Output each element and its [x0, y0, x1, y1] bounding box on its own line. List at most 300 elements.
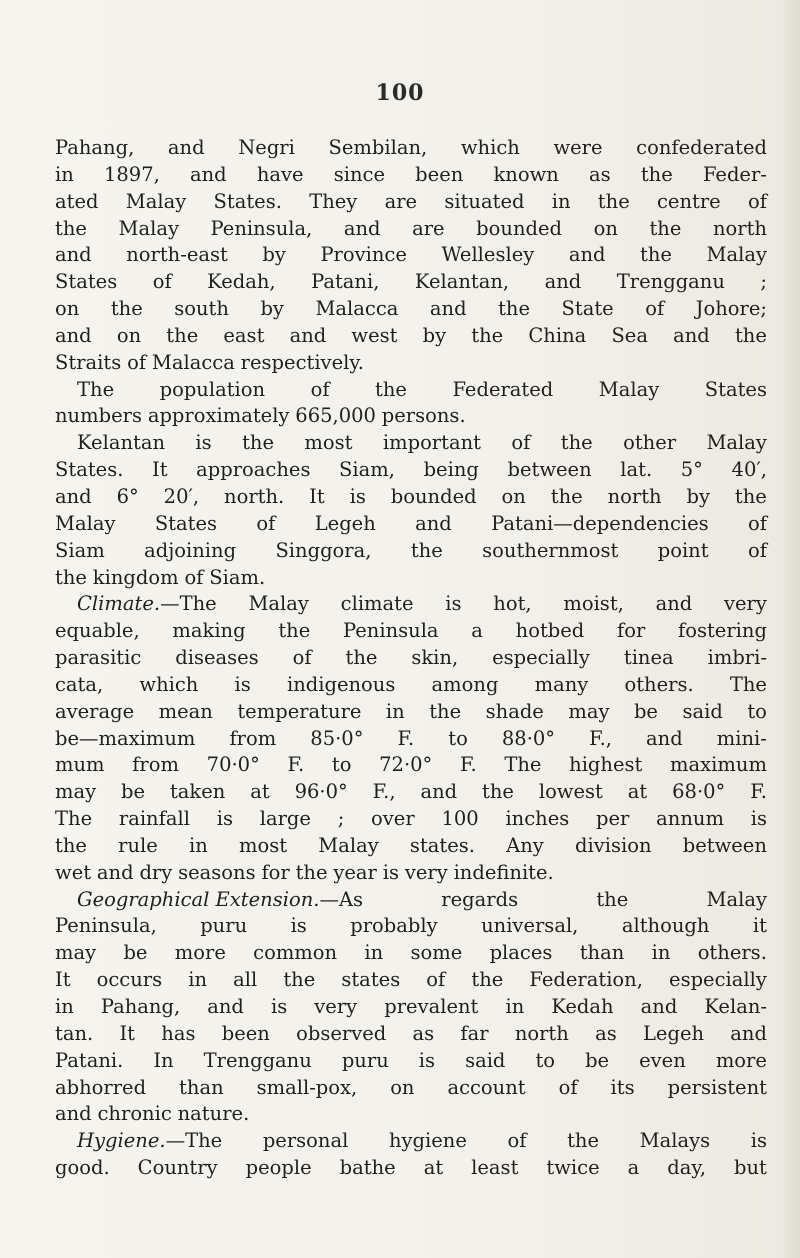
line-word: of	[310, 377, 330, 401]
line-word: hot,	[493, 592, 532, 616]
line-word: in	[505, 995, 525, 1018]
line-word: Climate.—The	[77, 592, 217, 616]
line-word: cata,	[55, 672, 104, 696]
line-word: 72·0°	[379, 753, 433, 777]
line-word: the	[734, 323, 767, 347]
body-text	[55, 135, 767, 1182]
line-word: lat.	[620, 458, 653, 482]
line-word: observed	[296, 1021, 387, 1045]
line-word: the	[550, 484, 583, 508]
line-word: Peninsula,	[210, 216, 313, 240]
line-word: and	[207, 995, 244, 1018]
line-word: of	[152, 270, 172, 294]
line-word: at	[423, 1156, 444, 1180]
line-word: and	[55, 323, 92, 347]
line-word: over	[371, 807, 415, 831]
line-word: north	[514, 1021, 569, 1045]
line-word: Kelantan	[77, 431, 166, 455]
line-word: and	[55, 243, 92, 267]
line-word: between	[507, 458, 592, 482]
text-line	[55, 162, 767, 189]
line-word: 20′,	[163, 484, 200, 508]
line-word: least	[471, 1156, 519, 1180]
line-word: and	[189, 162, 227, 186]
line-word: States	[704, 377, 767, 401]
line-word: especially	[492, 646, 590, 670]
line-word: the	[55, 833, 87, 857]
line-word: east	[223, 323, 265, 347]
line-word: lowest	[538, 780, 603, 804]
line-word: known	[493, 162, 559, 186]
line-word: F.	[287, 753, 305, 777]
line-word: Peninsula	[342, 619, 439, 643]
line-word: by	[262, 243, 286, 267]
line-word: equable,	[55, 619, 140, 643]
line-word: It	[119, 1021, 136, 1045]
line-word: annum	[656, 807, 724, 831]
line-word: the	[471, 323, 504, 347]
line-word: very	[404, 860, 448, 884]
line-word: Malay	[125, 189, 187, 213]
line-word: many	[534, 672, 589, 696]
line-word: from	[132, 753, 179, 777]
line-word: Malay	[706, 431, 767, 455]
line-word: more	[715, 1048, 767, 1072]
line-word: ated	[55, 189, 99, 213]
line-word: Legeh	[642, 1021, 705, 1045]
text-line	[55, 672, 767, 699]
line-word: per	[596, 807, 630, 831]
line-word: Province	[320, 243, 407, 267]
line-word: bounded	[390, 484, 477, 508]
line-word: the	[567, 1129, 599, 1153]
line-word: and	[96, 860, 134, 884]
line-word: Wellesley	[441, 243, 535, 267]
line-word: all	[233, 968, 258, 992]
line-word: the	[242, 431, 274, 455]
line-word: chronic	[97, 1102, 172, 1126]
line-word: imbri-	[707, 646, 767, 670]
line-word: be	[123, 941, 148, 965]
line-word: the	[345, 646, 378, 670]
text-line	[55, 565, 767, 592]
line-word: of	[426, 968, 446, 992]
line-word: occurs	[96, 968, 163, 992]
line-word: but	[734, 1156, 767, 1180]
line-word: most	[238, 833, 288, 857]
text-line	[55, 135, 767, 162]
line-word: in	[651, 941, 671, 965]
line-word: Malay	[55, 511, 116, 535]
line-word: the	[560, 431, 593, 455]
line-word: F.,	[372, 780, 396, 804]
line-word: rainfall	[118, 807, 190, 831]
line-word: wet	[55, 860, 92, 884]
line-word: Trengganu	[616, 270, 725, 294]
line-word: making	[172, 619, 246, 643]
section-heading: Hygiene.	[77, 1129, 166, 1153]
line-word: since	[333, 162, 385, 186]
line-word: have	[256, 162, 304, 186]
line-word: be	[121, 780, 146, 804]
line-word: is	[418, 1048, 436, 1072]
line-word: States	[55, 270, 118, 294]
line-word: of	[645, 297, 665, 321]
line-word: kingdom	[92, 565, 179, 589]
line-word: very	[724, 592, 767, 616]
line-word: taken	[169, 780, 226, 804]
line-word: of	[292, 646, 312, 670]
line-word: 665,000	[295, 404, 376, 428]
line-word: of	[256, 511, 276, 535]
line-word: approximately	[147, 404, 290, 428]
text-line	[55, 1075, 767, 1102]
line-word: is	[290, 914, 307, 938]
line-word: diseases	[175, 646, 259, 670]
line-word: west	[351, 323, 398, 347]
line-word: large	[259, 807, 311, 831]
line-word: The	[55, 807, 93, 831]
line-word: Singgora,	[275, 538, 372, 562]
line-word: and	[167, 136, 205, 159]
line-word: from	[229, 726, 277, 750]
line-word: climate	[340, 592, 414, 616]
line-word: were	[553, 136, 603, 159]
line-word: Patani,	[311, 270, 380, 294]
line-word: 40′,	[731, 458, 767, 482]
line-word: at	[627, 780, 648, 804]
text-line	[55, 779, 767, 806]
line-word: Pahang,	[55, 136, 135, 159]
line-word: Malay	[118, 216, 179, 240]
line-word: Kedah,	[207, 270, 276, 294]
line-word: others.	[624, 672, 694, 696]
line-word: in	[55, 995, 74, 1018]
line-word: bathe	[339, 1156, 396, 1180]
line-word: for	[617, 619, 646, 643]
line-word: States.	[213, 189, 282, 213]
line-word: of	[558, 1075, 578, 1099]
line-word: in	[364, 941, 384, 965]
line-word: Any	[506, 833, 544, 857]
line-word: the	[597, 189, 630, 213]
line-word: skin,	[411, 646, 459, 670]
line-word: highest	[569, 753, 643, 777]
text-line	[55, 216, 767, 243]
line-word: It	[55, 968, 71, 992]
text-line	[55, 538, 767, 565]
line-word: most	[304, 431, 353, 455]
line-word: and	[544, 270, 582, 294]
line-word: the	[498, 297, 530, 321]
line-word: north	[712, 216, 767, 240]
line-word: Straits	[55, 350, 122, 374]
text-line	[55, 403, 767, 430]
line-word: adjoining	[144, 538, 237, 562]
line-word: the	[55, 216, 87, 240]
line-word: to	[535, 1048, 556, 1072]
line-word: be—maximum	[55, 726, 196, 750]
line-word: by	[686, 484, 710, 508]
line-word: the	[471, 968, 504, 992]
line-word: common	[253, 941, 338, 965]
line-word: of	[507, 1129, 527, 1153]
line-word: 96·0°	[294, 780, 348, 804]
line-word: They	[309, 189, 358, 213]
line-word: may	[568, 699, 610, 723]
line-word: north-east	[126, 243, 228, 267]
line-word: the	[295, 860, 328, 884]
line-word: hygiene	[388, 1129, 467, 1153]
line-word: Geographical Extension.—As	[77, 887, 364, 911]
line-word: than	[179, 1075, 224, 1099]
line-word: the	[283, 968, 316, 992]
line-word: by	[260, 297, 284, 321]
line-word: be	[585, 1048, 610, 1072]
line-word: a	[471, 619, 483, 643]
line-word: places	[489, 941, 553, 965]
line-word: the	[429, 699, 462, 723]
line-word: account	[447, 1075, 526, 1099]
line-word: respectively.	[240, 350, 364, 374]
line-word: in	[55, 162, 74, 186]
line-word: for	[261, 860, 290, 884]
line-word: the	[482, 780, 514, 804]
line-word: mum	[55, 753, 105, 777]
text-line	[55, 591, 767, 618]
line-word: and	[640, 995, 678, 1018]
text-line	[55, 1155, 767, 1182]
text-line	[55, 1128, 767, 1155]
line-word: puru	[200, 914, 248, 938]
line-word: dry	[139, 860, 173, 884]
line-word: division	[575, 833, 652, 857]
line-word: Malay	[706, 887, 767, 911]
section-heading: Climate.	[77, 592, 161, 616]
line-word: personal	[262, 1129, 349, 1153]
line-word: the	[649, 216, 682, 240]
line-word: and	[420, 780, 458, 804]
line-word: of	[511, 431, 531, 455]
line-word: said	[465, 1048, 506, 1072]
line-word: Sembilan,	[328, 136, 428, 159]
text-line	[55, 1101, 767, 1128]
line-word: are	[412, 216, 445, 240]
line-word: on	[501, 484, 526, 508]
text-line	[55, 618, 767, 645]
line-word: as	[589, 162, 611, 186]
line-word: confederated	[636, 136, 767, 159]
line-word: on	[55, 297, 80, 321]
line-word: mean	[158, 699, 213, 723]
line-word: persons.	[381, 404, 466, 428]
text-line	[55, 269, 767, 296]
text-line	[55, 1021, 767, 1048]
line-word: and	[655, 592, 693, 616]
line-word: Hygiene.—The	[77, 1129, 223, 1153]
line-word: Malay	[598, 377, 660, 401]
line-word: being	[423, 458, 479, 482]
line-word: inches	[505, 807, 570, 831]
line-word: be	[633, 699, 658, 723]
line-word: are	[384, 189, 418, 213]
line-word: and	[343, 216, 381, 240]
line-word: China	[528, 323, 587, 347]
text-line	[55, 887, 767, 914]
line-word: Kelan-	[704, 995, 767, 1018]
line-word: and	[730, 1021, 767, 1045]
section-heading: Geographical Extension.	[77, 887, 320, 911]
line-word: of	[184, 565, 204, 589]
line-word: been	[221, 1021, 270, 1045]
line-word: abhorred	[55, 1075, 147, 1099]
line-word: parasitic	[55, 646, 142, 670]
line-word: and	[289, 323, 327, 347]
line-word: has	[161, 1021, 196, 1045]
line-word: at	[250, 780, 270, 804]
line-word: tan.	[55, 1021, 94, 1045]
line-word: Sea	[611, 323, 648, 347]
line-word: Kelantan,	[414, 270, 510, 294]
line-word: it	[752, 914, 767, 938]
line-word: on	[390, 1075, 415, 1099]
line-word: Trengganu	[203, 1048, 312, 1072]
line-word: the	[640, 243, 672, 267]
line-word: rule	[118, 833, 158, 857]
line-word: as	[412, 1021, 435, 1045]
line-word: persistent	[667, 1075, 767, 1099]
line-word: Kedah	[551, 995, 614, 1018]
line-word: temperature	[237, 699, 362, 723]
line-word: between	[682, 833, 767, 857]
text-line	[55, 860, 767, 887]
line-word: on	[593, 216, 618, 240]
line-word: of	[747, 189, 767, 213]
text-line	[55, 511, 767, 538]
line-word: in	[188, 833, 208, 857]
line-word: is	[750, 1129, 767, 1153]
line-word: although	[621, 914, 710, 938]
line-word: small-pox,	[256, 1075, 358, 1099]
line-word: of	[747, 538, 767, 562]
line-word: is	[234, 672, 251, 696]
text-line	[55, 967, 767, 994]
line-word: in	[188, 968, 208, 992]
line-word: Feder-	[702, 162, 767, 186]
line-word: which	[460, 136, 520, 159]
line-word: It	[152, 458, 168, 482]
text-line	[55, 242, 767, 269]
line-word: Johore;	[695, 297, 767, 321]
line-word: to	[331, 753, 352, 777]
text-line	[55, 806, 767, 833]
line-word: good.	[55, 1156, 110, 1180]
line-word: maximum	[670, 753, 767, 777]
text-line	[55, 430, 767, 457]
line-word: is	[216, 807, 233, 831]
line-word: Siam.	[209, 565, 266, 589]
line-word: which	[139, 672, 199, 696]
line-word: is	[382, 860, 399, 884]
line-word: Siam	[55, 538, 105, 562]
text-line	[55, 350, 767, 377]
line-word: prevalent	[384, 995, 479, 1018]
line-word: approaches	[196, 458, 311, 482]
line-word: bounded	[476, 216, 563, 240]
line-word: some	[410, 941, 463, 965]
line-word: and	[415, 511, 452, 535]
text-line	[55, 940, 767, 967]
line-word: of	[127, 350, 147, 374]
line-word: very	[314, 995, 358, 1018]
line-word: 68·0°	[672, 780, 726, 804]
line-word: States.	[55, 458, 124, 482]
line-word: Federation,	[529, 968, 643, 992]
line-word: the	[640, 162, 673, 186]
line-word: people	[245, 1156, 312, 1180]
line-word: Country	[137, 1156, 218, 1180]
text-line	[55, 833, 767, 860]
line-word: ;	[760, 270, 767, 294]
line-word: The	[729, 672, 767, 696]
text-line	[55, 484, 767, 511]
line-word: fostering	[678, 619, 767, 643]
line-word: 85·0°	[310, 726, 364, 750]
line-word: Siam,	[339, 458, 395, 482]
text-line	[55, 699, 767, 726]
line-word: Peninsula,	[55, 914, 157, 938]
line-word: among	[431, 672, 499, 696]
line-word: The	[504, 753, 542, 777]
line-word: north	[607, 484, 662, 508]
text-line	[55, 752, 767, 779]
line-word: far	[460, 1021, 489, 1045]
page-number: 100	[375, 80, 425, 106]
line-word: been	[415, 162, 464, 186]
line-word: and	[673, 323, 710, 347]
line-word: the	[110, 297, 143, 321]
line-word: especially	[669, 968, 767, 992]
line-word: F.,	[589, 726, 612, 750]
line-word: The	[77, 377, 115, 401]
line-word: is	[349, 484, 366, 508]
line-word: point	[657, 538, 709, 562]
line-word: to	[747, 699, 767, 723]
line-word: Malacca	[315, 297, 399, 321]
line-word: Malays	[639, 1129, 711, 1153]
line-word: said	[682, 699, 723, 723]
line-word: average	[55, 699, 135, 723]
line-word: puru	[341, 1048, 389, 1072]
line-word: 70·0°	[206, 753, 260, 777]
line-word: is	[195, 431, 212, 455]
line-word: centre	[657, 189, 721, 213]
line-word: day,	[667, 1156, 707, 1180]
line-word: hotbed	[515, 619, 585, 643]
text-line	[55, 913, 767, 940]
line-word: a	[627, 1156, 640, 1180]
line-word: southernmost	[482, 538, 619, 562]
line-word: probably	[350, 914, 438, 938]
line-word: and	[646, 726, 683, 750]
line-word: F.	[750, 780, 767, 804]
line-word: the	[596, 887, 629, 911]
line-word: F.	[397, 726, 415, 750]
line-word: and	[55, 484, 92, 508]
line-word: 100	[441, 807, 479, 831]
line-word: 88·0°	[501, 726, 556, 750]
line-word: than	[579, 941, 625, 965]
